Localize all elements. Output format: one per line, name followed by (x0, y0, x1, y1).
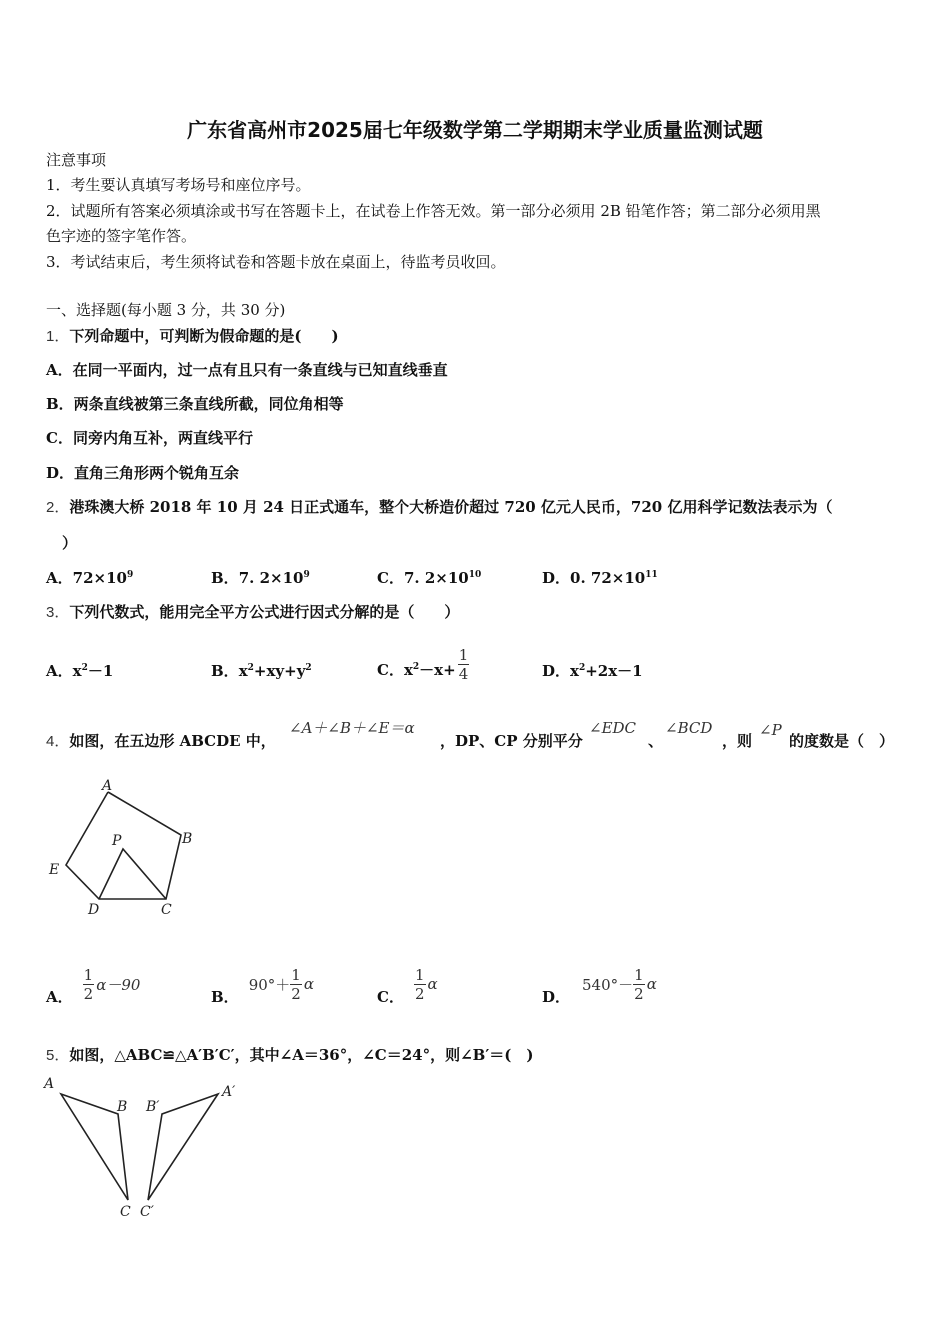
q2-option-a: A．$72\times 10^9$ (46, 569, 134, 587)
question-stem: 如图，△ABC≌△A′B′C′，其中∠A＝36°，∠C＝24°，则∠B′＝( ) (69, 1046, 534, 1064)
fraction: $\frac{1}{2}$ (83, 965, 94, 1003)
congruent-triangles-figure (38, 1068, 258, 1228)
question-1 (46, 326, 339, 347)
notice-item-2: 2．试题所有答案必须填涂或书写在答题卡上，在试卷上作答无效。第一部分必须用 2B 铅笔作答；第二部分必须用黑 (46, 202, 821, 220)
notice-item-2-cont: 色字迹的签字笔作答。 (46, 227, 197, 245)
fraction: $\frac{1}{4}$ (458, 646, 469, 683)
label-p: P (112, 833, 122, 849)
question-number: 1． (46, 328, 70, 345)
q4-angle-bcd: ∠BCD (665, 719, 713, 737)
q1-option-a: A．在同一平面内，过一点有且只有一条直线与已知直线垂直 (46, 361, 448, 379)
label-d: D (88, 902, 100, 918)
notice-heading: 注意事项 (46, 151, 107, 169)
fraction: $\frac{1}{2}$ (634, 965, 644, 1003)
question-number: 3． (46, 604, 70, 621)
q4-option-b: B． 90°＋ $\frac{1}{2}$ α (211, 965, 314, 1006)
fraction: $\frac{1}{2}$ (414, 965, 425, 1003)
question-4-part2: ，DP、CP 分别平分 (440, 732, 583, 750)
q4-angle-p: ∠P (759, 721, 782, 739)
q4-option-c: C． $\frac{1}{2}$ α (377, 965, 438, 1006)
q3-option-d: D．$x^2+2x-1$ (542, 662, 643, 680)
q3-option-b: B．$x^2+xy+y^2$ (211, 662, 312, 680)
q1-option-c: C．同旁内角互补，两直线平行 (46, 429, 253, 447)
label-e: E (49, 862, 60, 878)
notice-item-1: 1．考生要认真填写考场号和座位序号。 (46, 176, 311, 194)
question-stem: 如图，在五边形 ABCDE 中， (69, 732, 276, 750)
triangle-dpc (99, 849, 166, 899)
q4-separator: 、 (648, 732, 664, 750)
label-c: C (161, 902, 172, 918)
notice-item-3: 3．考试结束后，考生须将试卷和答题卡放在桌面上，待监考员收回。 (46, 253, 506, 271)
q1-option-d: D．直角三角形两个锐角互余 (46, 464, 240, 482)
question-4-part3: ，则 (722, 732, 753, 750)
q1-option-b: B．两条直线被第三条直线所截，同位角相等 (46, 395, 344, 413)
pentagon-outline (66, 792, 181, 899)
label-a: A (102, 778, 113, 794)
question-2 (46, 497, 832, 518)
label-c: C (120, 1204, 131, 1220)
question-number: 2． (46, 499, 70, 516)
label-c-prime: C′ (140, 1204, 154, 1220)
question-stem: 下列命题中，可判断为假命题的是( ) (69, 327, 339, 345)
q4-angle-edc: ∠EDC (589, 719, 637, 737)
label-b: B (117, 1099, 128, 1115)
q2-option-c: C．7. $2\times 10^{10}$ (377, 569, 482, 587)
q4-option-d: D． 540°－ $\frac{1}{2}$ α (542, 965, 657, 1006)
q2-stem-end: ） (62, 534, 78, 552)
q4-condition-formula: ∠A＋∠B＋∠E＝α (289, 719, 415, 737)
q2-option-d: D．0. $72\times 10^{11}$ (542, 569, 658, 587)
question-5 (46, 1045, 534, 1066)
question-number: 5． (46, 1047, 70, 1064)
label-b-prime: B′ (146, 1099, 160, 1115)
question-stem: 下列代数式，能用完全平方公式进行因式分解的是（ ） (69, 603, 460, 621)
label-a: A (44, 1076, 55, 1092)
q3-option-a: A．$x^2-1$ (46, 662, 114, 680)
section-heading: 一、选择题(每小题 3 分，共 30 分) (46, 301, 286, 319)
page-title: 广东省高州市2025届七年级数学第二学期期末学业质量监测试题 (187, 118, 763, 142)
pentagon-figure (40, 775, 210, 925)
question-stem: 港珠澳大桥 2018 年 10 月 24 日正式通车，整个大桥造价超过 720 亿元人民币，720 亿用科学记数法表示为（ (69, 498, 833, 516)
label-b: B (182, 831, 193, 847)
question-3 (46, 602, 459, 623)
question-4-part4: 的度数是（ ） (789, 732, 895, 750)
question-4-part1 (46, 731, 276, 752)
fraction: $\frac{1}{2}$ (291, 965, 301, 1003)
q4-option-a: A． $\frac{1}{2}$ α－90 (46, 965, 141, 1006)
q2-option-b: B．7. $2\times 10^9$ (211, 569, 310, 587)
label-a-prime: A′ (222, 1084, 236, 1100)
question-number: 4． (46, 733, 70, 750)
q3-option-c: C．$x^2-x+$ $\frac{1}{4}$ (377, 646, 469, 683)
